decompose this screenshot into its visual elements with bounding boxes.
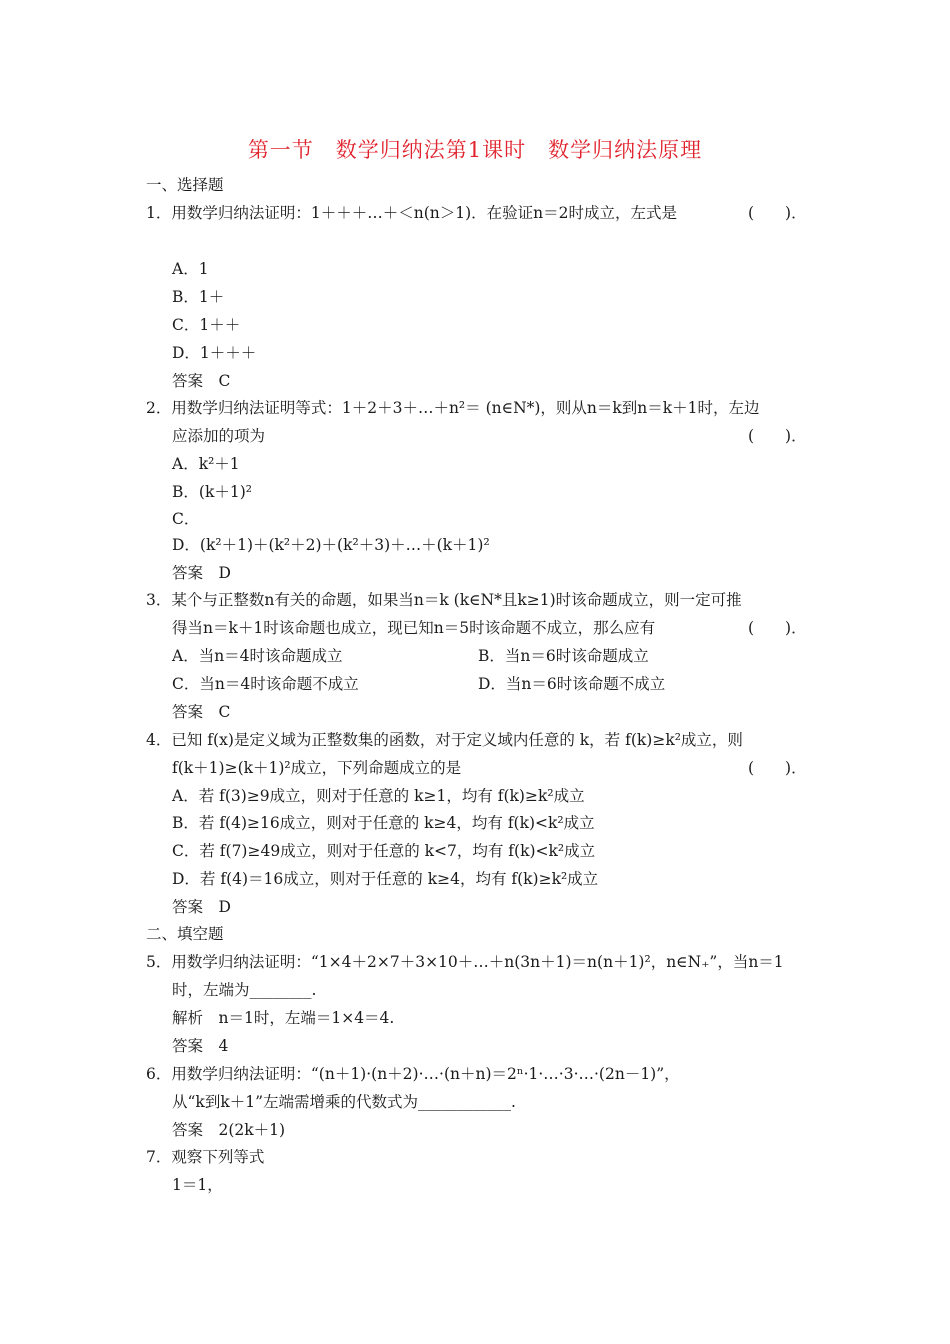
question-1-stem: 1．用数学归纳法证明：1＋＋＋…＋＜n(n＞1)．在验证n＝2时成立，左式是 (146, 204, 677, 222)
question-3-option-b: B．当n＝6时该命题成立 (478, 647, 649, 665)
question-6-stem-line-2: 从“k到k＋1”左端需增乘的代数式为____________. (172, 1093, 516, 1111)
question-1-bracket: ( )． (748, 204, 807, 222)
question-6-answer: 答案 2(2k＋1) (172, 1121, 286, 1139)
question-7-stem: 7．观察下列等式 (146, 1148, 265, 1166)
question-4-answer: 答案 D (172, 898, 231, 916)
question-7-equation-1: 1＝1， (172, 1176, 223, 1194)
question-4-stem-line-2: f(k＋1)≥(k＋1)²成立，下列命题成立的是 (172, 759, 462, 777)
question-1-option-a: A．1 (172, 260, 209, 278)
page-title: 第一节 数学归纳法第1课时 数学归纳法原理 (247, 138, 703, 162)
question-3-option-c: C．当n＝4时该命题不成立 (172, 675, 359, 693)
question-2-option-b: B．(k＋1)² (172, 483, 252, 501)
question-2-option-d: D．(k²＋1)＋(k²＋2)＋(k²＋3)＋…＋(k＋1)² (172, 536, 490, 554)
question-3-stem-line-2: 得当n＝k＋1时该命题也成立，现已知n＝5时该命题不成立，那么应有 (172, 619, 656, 637)
question-3-bracket: ( )． (748, 619, 807, 637)
question-1-option-c: C．1＋＋ (172, 316, 241, 334)
question-4-option-c: C．若 f(7)≥49成立，则对于任意的 k<7，均有 f(k)<k²成立 (172, 842, 596, 860)
question-2-answer: 答案 D (172, 564, 231, 582)
question-5-analysis: 解析 n＝1时，左端＝1×4＝4. (172, 1009, 395, 1027)
question-1-option-b: B．1＋ (172, 288, 225, 306)
question-3-option-d: D．当n＝6时该命题不成立 (478, 675, 666, 693)
question-3-stem-line-1: 3．某个与正整数n有关的命题，如果当n＝k (k∈N*且k≥1)时该命题成立，则一定可推 (146, 591, 742, 609)
question-5-answer: 答案 4 (172, 1037, 229, 1055)
question-1-option-d: D．1＋＋＋ (172, 344, 257, 362)
question-2-bracket: ( )． (748, 427, 807, 445)
section-heading-choice: 一、选择题 (146, 176, 224, 194)
question-2-option-a: A．k²＋1 (172, 455, 240, 473)
question-5-stem-line-2: 时，左端为________. (172, 981, 317, 999)
question-4-stem-line-1: 4．已知 f(x)是定义域为正整数集的函数，对于定义域内任意的 k，若 f(k)≥k²成立，则 (146, 731, 743, 749)
section-heading-fill: 二、填空题 (146, 925, 224, 943)
question-3-answer: 答案 C (172, 703, 231, 721)
question-1-answer: 答案 C (172, 372, 231, 390)
question-4-option-d: D．若 f(4)＝16成立，则对于任意的 k≥4，均有 f(k)≥k²成立 (172, 870, 599, 888)
question-5-stem-line-1: 5．用数学归纳法证明：“1×4＋2×7＋3×10＋…＋n(3n＋1)＝n(n＋1)²，n∈N₊”，当n＝1 (146, 953, 784, 971)
question-3-option-a: A．当n＝4时该命题成立 (172, 647, 343, 665)
question-4-bracket: ( )． (748, 759, 807, 777)
question-4-option-b: B．若 f(4)≥16成立，则对于任意的 k≥4，均有 f(k)<k²成立 (172, 814, 595, 832)
question-4-option-a: A．若 f(3)≥9成立，则对于任意的 k≥1，均有 f(k)≥k²成立 (172, 787, 585, 805)
question-2-stem-line-2: 应添加的项为 (172, 427, 266, 445)
question-6-stem-line-1: 6．用数学归纳法证明：“(n＋1)·(n＋2)·…·(n＋n)＝2ⁿ·1·…·3·…·(2n－1)”， (146, 1065, 680, 1083)
question-2-option-c: C． (172, 510, 200, 528)
question-2-stem-line-1: 2．用数学归纳法证明等式：1＋2＋3＋…＋n²＝ (n∈N*)，则从n＝k到n＝k＋1时，左边 (146, 399, 760, 417)
